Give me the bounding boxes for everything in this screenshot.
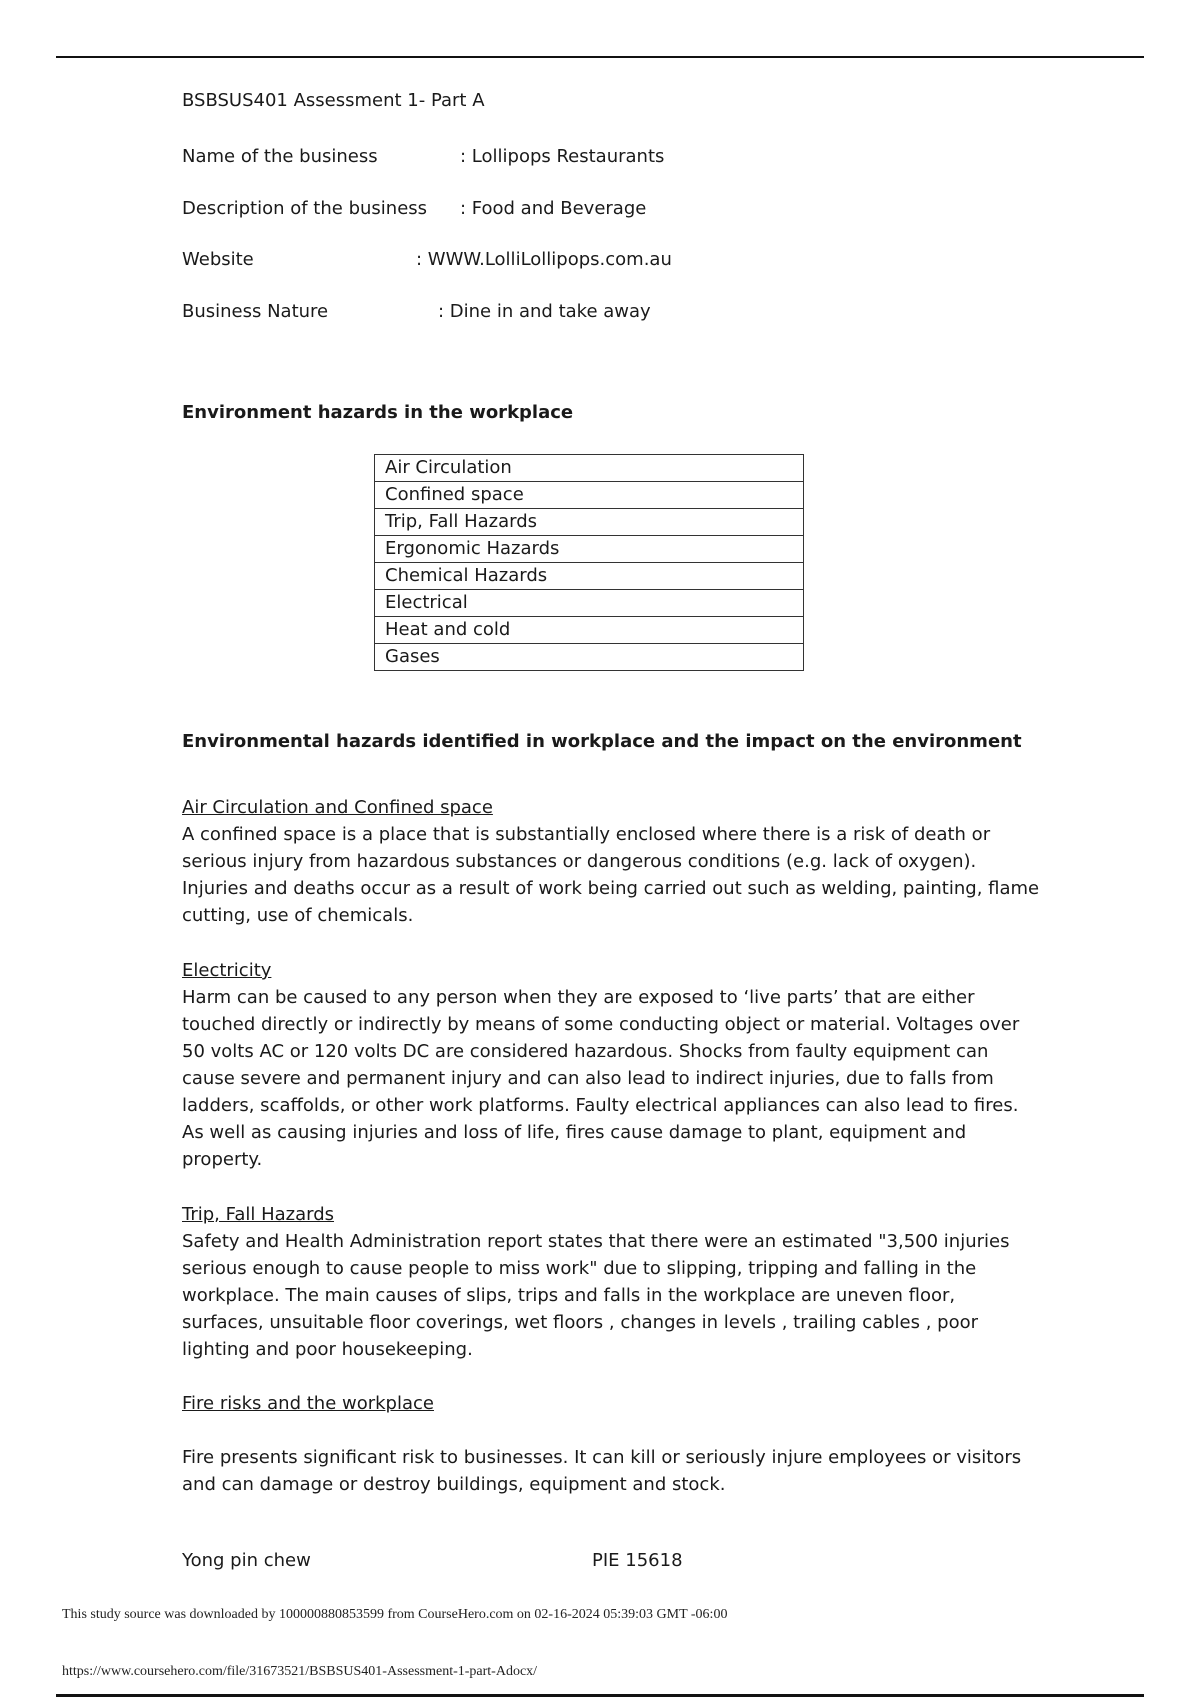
table-row	[375, 509, 804, 536]
section-body: Fire presents significant risk to businesses. It can kill or seriously injure employees or visitors and can damage or destroy buildings, equipment and stock.	[182, 1447, 1022, 1495]
table-row	[375, 644, 804, 671]
info-value: : Food and Beverage	[460, 198, 647, 219]
table-cell: Ergonomic Hazards	[375, 536, 804, 563]
info-label: Website	[182, 249, 254, 270]
table-cell: Electrical	[375, 590, 804, 617]
table-row	[375, 455, 804, 482]
section-air-circulation	[182, 794, 1042, 929]
info-value: : Lollipops Restaurants	[460, 146, 665, 167]
table-cell: Gases	[375, 644, 804, 671]
table-row	[375, 617, 804, 644]
section-title: Fire risks and the workplace	[182, 1393, 434, 1414]
table-cell: Chemical Hazards	[375, 563, 804, 590]
table-cell: Confined space	[375, 482, 804, 509]
section-title: Air Circulation and Confined space	[182, 797, 493, 818]
table-cell: Heat and cold	[375, 617, 804, 644]
bottom-rule	[56, 1694, 1144, 1697]
impact-heading: Environmental hazards identified in workplace and the impact on the environment	[182, 731, 1022, 752]
info-value: : WWW.LolliLollipops.com.au	[416, 249, 672, 270]
section-title: Electricity	[182, 960, 272, 981]
document-title: BSBSUS401 Assessment 1- Part A	[182, 90, 485, 111]
section-body: A confined space is a place that is substantially enclosed where there is a risk of death or serious injury from hazardous substances or dangerous conditions (e.g. lack of oxygen). Injuries and deaths occur as a result of work being carried out such as welding, painting, flame cutting, use of chemicals.	[182, 824, 1040, 926]
section-fire-risks	[182, 1390, 1042, 1498]
info-value: : Dine in and take away	[438, 301, 651, 322]
section-electricity	[182, 957, 1042, 1173]
table-row	[375, 563, 804, 590]
section-body: Harm can be caused to any person when they are exposed to ‘live parts’ that are either touched directly or indirectly by means of some conducting object or material. Voltages over 50 volts AC or 120 volts DC are considered hazardous. Shocks from faulty equipment can cause severe and permanent injury and can also lead to indirect injuries, due to falls from ladders, scaffolds, or other work platforms. Faulty electrical appliances can also lead to fires. As well as causing injuries and loss of life, fires cause damage to plant, equipment and property.	[182, 987, 1020, 1170]
info-label: Name of the business	[182, 146, 378, 167]
table-cell: Trip, Fall Hazards	[375, 509, 804, 536]
top-rule	[56, 56, 1144, 58]
source-url[interactable]: https://www.coursehero.com/file/31673521/BSBSUS401-Assessment-1-part-Adocx/	[62, 1664, 538, 1679]
section-title: Trip, Fall Hazards	[182, 1204, 335, 1225]
info-label: Description of the business	[182, 198, 428, 219]
info-label: Business Nature	[182, 301, 329, 322]
table-cell: Air Circulation	[375, 455, 804, 482]
student-name: Yong pin chew	[182, 1550, 311, 1571]
section-trip-fall	[182, 1201, 1042, 1363]
section-body: Safety and Health Administration report states that there were an estimated "3,500 injuries serious enough to cause people to miss work" due to slipping, tripping and falling in the workplace. The main causes of slips, trips and falls in the workplace are uneven floor, surfaces, unsuitable floor coverings, wet floors , changes in levels , trailing cables , poor lighting and poor housekeeping.	[182, 1231, 1010, 1360]
hazards-heading: Environment hazards in the workplace	[182, 402, 574, 423]
table-row	[375, 590, 804, 617]
table-row	[375, 482, 804, 509]
download-source-note: This study source was downloaded by 100000880853599 from CourseHero.com on 02-16-2024 05:39:03 GMT -06:00	[62, 1607, 728, 1622]
student-id: PIE 15618	[592, 1550, 683, 1571]
hazards-table	[374, 454, 804, 671]
table-row	[375, 536, 804, 563]
